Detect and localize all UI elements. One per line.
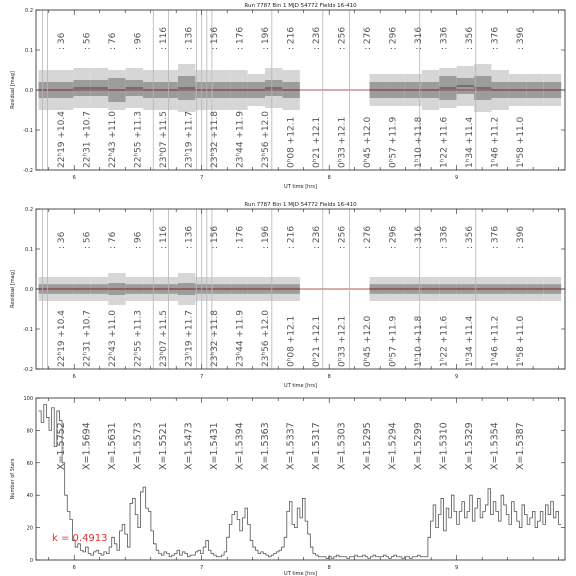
x-axis-label: UT time [hrs] — [284, 184, 317, 190]
ra-dec-label: 0ʰ21 +12.1 — [311, 116, 322, 168]
field-number-label: : 216 — [286, 26, 297, 50]
x-tick-label: 7 — [200, 565, 204, 571]
ra-dec-label: 0ʰ33 +12.1 — [337, 315, 348, 367]
ra-dec-label: 22ʰ43 +11.0 — [108, 111, 119, 168]
chart-title: Run 7787 Bin 1 MJD 54772 Fields 16-410 — [244, 3, 357, 9]
ra-dec-label: 22ʰ31 +10.7 — [82, 310, 93, 367]
x-axis-label: UT time [hrs] — [284, 383, 317, 389]
airmass-label: X=1.5294 — [387, 422, 399, 470]
airmass-label: X=1.5394 — [234, 422, 246, 470]
field-number-label: : 356 — [464, 26, 475, 50]
field-number-label: : 316 — [413, 26, 424, 50]
ra-dec-label: 1ʰ10 +11.8 — [413, 315, 424, 367]
field-number-label: : 316 — [413, 225, 424, 249]
airmass-label: X=1.5694 — [81, 422, 93, 470]
ra-dec-label: 22ʰ31 +10.7 — [82, 111, 93, 168]
airmass-label: X=1.5573 — [132, 422, 144, 470]
field-number-label: : 116 — [159, 225, 170, 249]
field-number-label: : 136 — [184, 26, 195, 50]
ra-dec-label: 0ʰ08 +12.1 — [286, 116, 297, 168]
field-number-label: : 56 — [82, 231, 93, 249]
airmass-label: X=1.5295 — [361, 422, 373, 470]
field-number-label: : 156 — [210, 225, 221, 249]
ra-dec-label: 23ʰ56 +12.0 — [260, 111, 271, 168]
field-number-label: : 76 — [108, 32, 119, 50]
airmass-label: X=1.5303 — [336, 422, 348, 470]
panel-1-residual-plot — [10, 3, 565, 190]
ra-dec-label: 1ʰ58 +11.0 — [515, 315, 526, 367]
x-tick-label: 8 — [327, 175, 331, 181]
field-number-label: : 216 — [286, 225, 297, 249]
ra-dec-label: 23ʰ32 +11.8 — [210, 310, 221, 367]
y-tick-label: 20 — [26, 525, 33, 532]
airmass-label: X=1.5387 — [514, 422, 526, 470]
ra-dec-label: 1ʰ58 +11.0 — [515, 116, 526, 168]
y-tick-label: 0.2 — [25, 207, 33, 213]
y-tick-label: 0.1 — [25, 247, 33, 253]
ra-dec-label: 1ʰ46 +11.2 — [490, 116, 501, 168]
field-number-label: : 176 — [235, 26, 246, 50]
airmass-label: X=1.5299 — [412, 422, 424, 470]
ra-dec-label: 1ʰ22 +11.6 — [439, 315, 450, 367]
x-axis-label: UT time [hrs] — [284, 571, 317, 576]
y-tick-label: 0.2 — [25, 8, 33, 14]
y-tick-label: 0.0 — [25, 88, 33, 94]
airmass-label: X=1.5354 — [489, 422, 501, 470]
ra-dec-label: 22ʰ55 +11.3 — [133, 111, 144, 168]
airmass-label: X=1.5521 — [158, 422, 170, 470]
ra-dec-label: 1ʰ10 +11.8 — [413, 116, 424, 168]
field-number-label: : 56 — [82, 32, 93, 50]
ra-dec-label: 22ʰ19 +10.4 — [57, 310, 68, 367]
y-tick-label: 80 — [26, 428, 33, 435]
field-number-label: : 276 — [362, 225, 373, 249]
field-number-label: : 36 — [57, 32, 68, 50]
airmass-label: X=1.5310 — [438, 422, 450, 470]
ra-dec-label: 23ʰ19 +11.7 — [184, 310, 195, 367]
ra-dec-label: 0ʰ21 +12.1 — [311, 315, 322, 367]
field-number-label: : 96 — [133, 32, 144, 50]
ra-dec-label: 23ʰ56 +12.0 — [260, 310, 271, 367]
field-number-label: : 236 — [311, 225, 322, 249]
ra-dec-label: 0ʰ57 +11.9 — [388, 116, 399, 168]
ra-dec-label: 0ʰ45 +12.0 — [362, 315, 373, 367]
airmass-label: X=1.5317 — [310, 422, 322, 470]
field-number-label: : 76 — [108, 231, 119, 249]
y-axis-label: Residual [mag] — [10, 270, 16, 308]
ra-dec-label: 1ʰ34 +11.4 — [464, 315, 475, 367]
x-tick-label: 8 — [327, 374, 331, 380]
airmass-label: X=1.5329 — [463, 422, 475, 470]
airmass-label: X=1.5631 — [107, 422, 119, 470]
ra-dec-label: 0ʰ45 +12.0 — [362, 116, 373, 168]
ra-dec-label: 1ʰ46 +11.2 — [490, 315, 501, 367]
field-number-label: : 376 — [490, 225, 501, 249]
airmass-label: X=1.5337 — [285, 422, 297, 470]
field-number-label: : 256 — [337, 225, 348, 249]
ra-dec-label: 23ʰ44 +11.9 — [235, 310, 246, 367]
field-number-label: : 236 — [311, 26, 322, 50]
x-tick-label: 6 — [72, 175, 76, 181]
extinction-k-label: k = 0.4913 — [52, 533, 108, 544]
ra-dec-label: 23ʰ32 +11.8 — [210, 111, 221, 168]
y-tick-label: 0.1 — [25, 48, 33, 54]
field-number-label: : 336 — [439, 26, 450, 50]
field-number-label: : 276 — [362, 26, 373, 50]
field-number-label: : 196 — [260, 26, 271, 50]
field-number-label: : 96 — [133, 231, 144, 249]
panel-2-residual-plot — [10, 202, 565, 389]
field-number-label: : 36 — [57, 231, 68, 249]
y-tick-label: -0.2 — [23, 168, 33, 174]
x-tick-label: 6 — [72, 374, 76, 380]
airmass-label: X=1.5363 — [259, 422, 271, 470]
airmass-label: X=1.5752 — [56, 422, 68, 470]
x-tick-label: 9 — [455, 374, 459, 380]
y-tick-label: 0 — [29, 558, 33, 564]
y-tick-label: -0.2 — [23, 367, 33, 373]
ra-dec-label: 22ʰ55 +11.3 — [133, 310, 144, 367]
x-tick-label: 6 — [72, 565, 76, 571]
field-number-label: : 396 — [515, 26, 526, 50]
ra-dec-label: 23ʰ44 +11.9 — [235, 111, 246, 168]
y-axis-label: Residual [mag] — [10, 71, 16, 109]
y-axis-label: Number of Stars — [10, 458, 16, 500]
x-tick-label: 8 — [327, 565, 331, 571]
x-tick-label: 7 — [200, 175, 204, 181]
field-number-label: : 356 — [464, 225, 475, 249]
ra-dec-label: 0ʰ33 +12.1 — [337, 116, 348, 168]
ra-dec-label: 22ʰ19 +10.4 — [57, 111, 68, 168]
y-tick-label: 100 — [23, 396, 33, 402]
ra-dec-label: 0ʰ57 +11.9 — [388, 315, 399, 367]
panel-3-star-count-plot — [10, 396, 565, 576]
field-number-label: : 156 — [210, 26, 221, 50]
field-number-label: : 136 — [184, 225, 195, 249]
field-number-label: : 376 — [490, 26, 501, 50]
field-number-label: : 336 — [439, 225, 450, 249]
ra-dec-label: 0ʰ08 +12.1 — [286, 315, 297, 367]
field-number-label: : 196 — [260, 225, 271, 249]
field-number-label: : 296 — [388, 225, 399, 249]
field-number-label: : 176 — [235, 225, 246, 249]
y-tick-label: 60 — [26, 460, 33, 467]
y-tick-label: -0.1 — [23, 327, 33, 333]
x-tick-label: 9 — [455, 565, 459, 571]
ra-dec-label: 23ʰ07 +11.5 — [159, 111, 170, 168]
y-tick-label: 0.0 — [25, 287, 33, 293]
chart-title: Run 7787 Bin 1 MJD 54772 Fields 16-410 — [244, 202, 357, 208]
y-tick-label: -0.1 — [23, 128, 33, 134]
ra-dec-label: 23ʰ19 +11.7 — [184, 111, 195, 168]
field-number-label: : 296 — [388, 26, 399, 50]
field-number-label: : 116 — [159, 26, 170, 50]
x-tick-label: 7 — [200, 374, 204, 380]
airmass-label: X=1.5473 — [183, 422, 195, 470]
airmass-label: X=1.5431 — [209, 422, 221, 470]
field-number-label: : 256 — [337, 26, 348, 50]
x-tick-label: 9 — [455, 175, 459, 181]
field-number-label: : 396 — [515, 225, 526, 249]
ra-dec-label: 23ʰ07 +11.5 — [159, 310, 170, 367]
y-tick-label: 40 — [26, 493, 33, 500]
ra-dec-label: 1ʰ22 +11.6 — [439, 116, 450, 168]
ra-dec-label: 22ʰ43 +11.0 — [108, 310, 119, 367]
ra-dec-label: 1ʰ34 +11.4 — [464, 116, 475, 168]
